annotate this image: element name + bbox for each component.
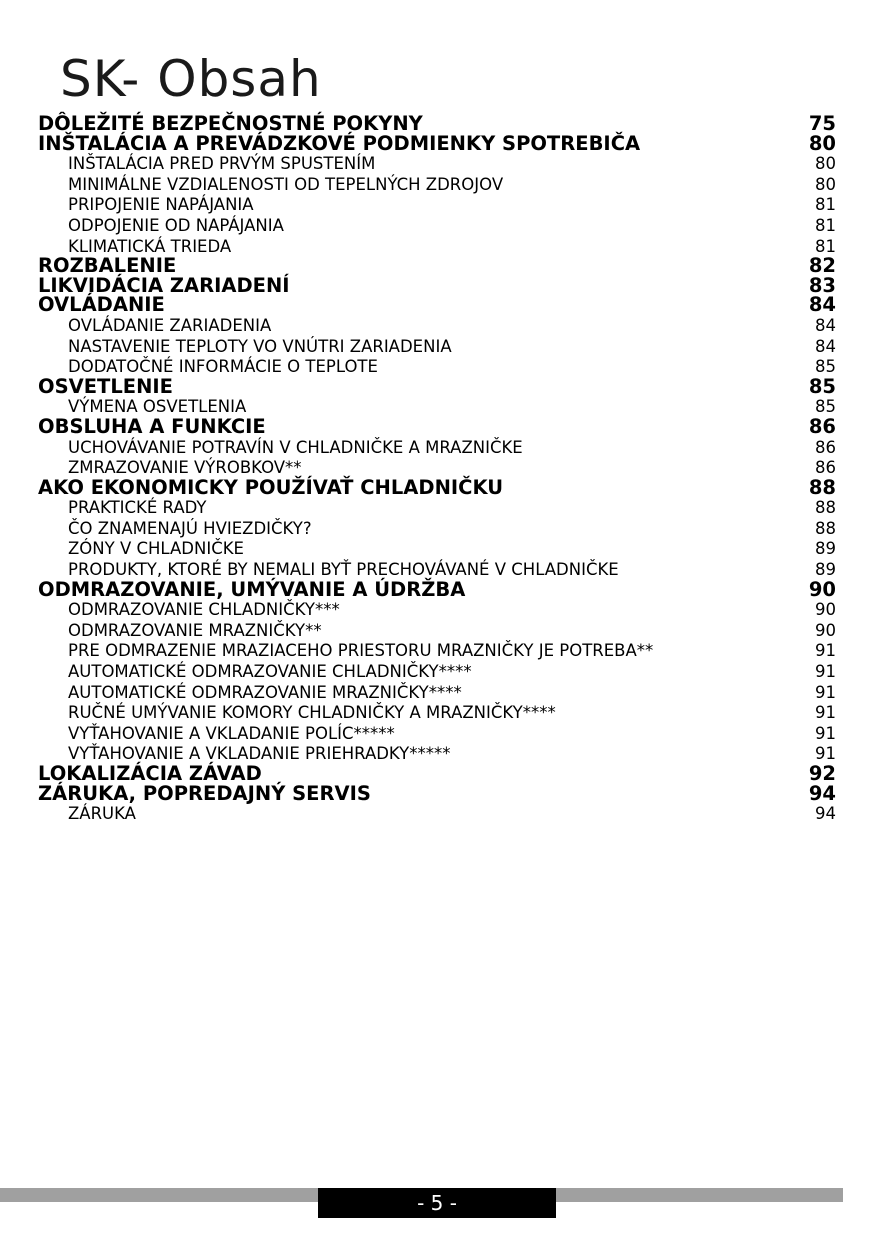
toc-entry-label: PRIPOJENIE NAPÁJANIA <box>68 195 254 215</box>
toc-section <box>38 374 836 398</box>
toc-entry-label: ZÓNY V CHLADNIČKE <box>68 539 244 559</box>
toc-subsection <box>38 640 836 661</box>
toc-section <box>38 475 836 499</box>
toc-entry-page: 88 <box>815 518 836 538</box>
toc-entry-label: INŠTALÁCIA PRED PRVÝM SPUSTENÍM <box>68 154 376 174</box>
toc-entry-page: 91 <box>815 662 836 682</box>
toc-section <box>38 577 836 601</box>
toc-entry-page: 91 <box>815 641 836 661</box>
toc-subsection <box>38 174 836 195</box>
toc-subsection <box>38 315 836 336</box>
toc-subsection <box>38 437 836 458</box>
toc-entry-page: 81 <box>815 215 836 235</box>
toc-entry-page: 91 <box>815 703 836 723</box>
toc-entry-page: 86 <box>808 414 836 438</box>
toc-subsection <box>38 457 836 478</box>
page-title: SK- Obsah <box>60 50 322 108</box>
toc-entry-page: 84 <box>815 315 836 335</box>
toc-entry-page: 94 <box>815 804 836 824</box>
toc-section <box>38 256 836 276</box>
toc-entry-label: DÔLEŽITÉ BEZPEČNOSTNÉ POKYNY <box>38 112 423 135</box>
toc-entry-label: OVLÁDANIE <box>38 293 165 317</box>
toc-subsection <box>38 153 836 174</box>
toc-entry-label: OSVETLENIE <box>38 374 173 398</box>
toc-entry-page: 91 <box>815 744 836 764</box>
toc-subsection <box>38 803 836 824</box>
toc-entry-page: 85 <box>815 357 836 377</box>
toc-entry-label: INŠTALÁCIA A PREVÁDZKOVÉ PODMIENKY SPOTREBIČA <box>38 131 641 155</box>
toc-subsection <box>38 682 836 703</box>
toc-entry-page: 81 <box>815 236 836 256</box>
toc-entry-label: RUČNÉ UMÝVANIE KOMORY CHLADNIČKY A MRAZNIČKY**** <box>68 703 556 723</box>
toc-section <box>38 114 836 134</box>
toc-entry-label: ODMRAZOVANIE CHLADNIČKY*** <box>68 600 340 620</box>
toc-entry-page: 90 <box>808 577 836 601</box>
toc-entry-page: 91 <box>815 682 836 702</box>
toc-entry-page: 84 <box>808 293 836 317</box>
toc-entry-page: 80 <box>815 174 836 194</box>
toc-subsection <box>38 723 836 744</box>
toc-entry-label: MINIMÁLNE VZDIALENOSTI OD TEPELNÝCH ZDROJOV <box>68 174 504 194</box>
toc-entry-page: 92 <box>808 762 836 785</box>
toc-entry-label: ROZBALENIE <box>38 254 177 278</box>
toc-section <box>38 414 836 438</box>
toc-entry-label: ČO ZNAMENAJÚ HVIEZDIČKY? <box>68 518 312 538</box>
toc-section <box>38 764 836 784</box>
toc-subsection <box>38 336 836 357</box>
toc-entry-label: VYŤAHOVANIE A VKLADANIE POLÍC***** <box>68 723 395 743</box>
toc-subsection <box>38 236 836 257</box>
toc-entry-label: AUTOMATICKÉ ODMRAZOVANIE CHLADNIČKY**** <box>68 662 472 682</box>
toc-entry-page: 85 <box>808 374 836 398</box>
toc-entry-label: VÝMENA OSVETLENIA <box>68 397 247 417</box>
toc-subsection <box>38 497 836 518</box>
toc-entry-label: LIKVIDÁCIA ZARIADENÍ <box>38 273 290 297</box>
page-number: - 5 - <box>318 1188 556 1218</box>
toc-entry-label: ZÁRUKA <box>68 804 136 824</box>
toc-entry-page: 91 <box>815 723 836 743</box>
toc-subsection <box>38 743 836 764</box>
toc-section <box>38 295 836 315</box>
toc-entry-label: NASTAVENIE TEPLOTY VO VNÚTRI ZARIADENIA <box>68 336 452 356</box>
toc-subsection <box>38 215 836 236</box>
toc-entry-label: ODMRAZOVANIE MRAZNIČKY** <box>68 620 322 640</box>
toc-entry-label: ZÁRUKA, POPREDAJNÝ SERVIS <box>38 781 371 805</box>
toc-entry-page: 83 <box>808 273 836 297</box>
toc-section <box>38 781 836 805</box>
toc-entry-label: UCHOVÁVANIE POTRAVÍN V CHLADNIČKE A MRAZNIČKE <box>68 437 523 457</box>
toc-entry-page: 85 <box>815 397 836 417</box>
toc-entry-label: ODPOJENIE OD NAPÁJANIA <box>68 215 284 235</box>
toc-entry-label: VYŤAHOVANIE A VKLADANIE PRIEHRADKY***** <box>68 744 451 764</box>
toc-entry-label: PRAKTICKÉ RADY <box>68 498 207 518</box>
toc-entry-page: 94 <box>808 781 836 805</box>
toc-entry-page: 80 <box>815 154 836 174</box>
toc-entry-page: 88 <box>808 475 836 499</box>
toc-entry-label: OVLÁDANIE ZARIADENIA <box>68 315 272 335</box>
toc-entry-page: 84 <box>815 336 836 356</box>
toc-subsection <box>38 538 836 559</box>
toc-subsection <box>38 559 836 580</box>
toc-entry-label: ZMRAZOVANIE VÝROBKOV** <box>68 458 302 478</box>
toc-subsection <box>38 620 836 641</box>
toc-entry-label: KLIMATICKÁ TRIEDA <box>68 236 232 256</box>
toc-entry-page: 86 <box>815 437 836 457</box>
toc-entry-page: 82 <box>808 254 836 278</box>
toc-entry-page: 90 <box>815 620 836 640</box>
toc-entry-label: DODATOČNÉ INFORMÁCIE O TEPLOTE <box>68 357 378 377</box>
toc-entry-label: OBSLUHA A FUNKCIE <box>38 414 266 438</box>
toc-entry-page: 75 <box>808 112 836 135</box>
toc-subsection <box>38 518 836 539</box>
toc-subsection <box>38 396 836 417</box>
toc-entry-page: 89 <box>815 560 836 580</box>
toc-entry-label: ODMRAZOVANIE, UMÝVANIE A ÚDRŽBA <box>38 577 466 601</box>
toc-entry-label: PRODUKTY, KTORÉ BY NEMALI BYŤ PRECHOVÁVANÉ V CHLADNIČKE <box>68 560 619 580</box>
toc-entry-page: 81 <box>815 195 836 215</box>
toc-subsection <box>38 194 836 215</box>
toc-subsection <box>38 356 836 377</box>
toc-entry-page: 88 <box>815 498 836 518</box>
toc-entry-label: PRE ODMRAZENIE MRAZIACEHO PRIESTORU MRAZNIČKY JE POTREBA** <box>68 641 654 661</box>
toc-entry-label: AUTOMATICKÉ ODMRAZOVANIE MRAZNIČKY**** <box>68 682 462 702</box>
toc-subsection <box>38 599 836 620</box>
toc-entry-page: 90 <box>815 600 836 620</box>
table-of-contents <box>38 114 836 824</box>
toc-entry-page: 86 <box>815 458 836 478</box>
toc-subsection <box>38 702 836 723</box>
toc-entry-page: 80 <box>808 131 836 155</box>
toc-entry-label: AKO EKONOMICKY POUŽÍVAŤ CHLADNIČKU <box>38 475 504 499</box>
toc-section <box>38 131 836 155</box>
toc-entry-label: LOKALIZÁCIA ZÁVAD <box>38 762 262 785</box>
toc-subsection <box>38 661 836 682</box>
toc-entry-page: 89 <box>815 539 836 559</box>
